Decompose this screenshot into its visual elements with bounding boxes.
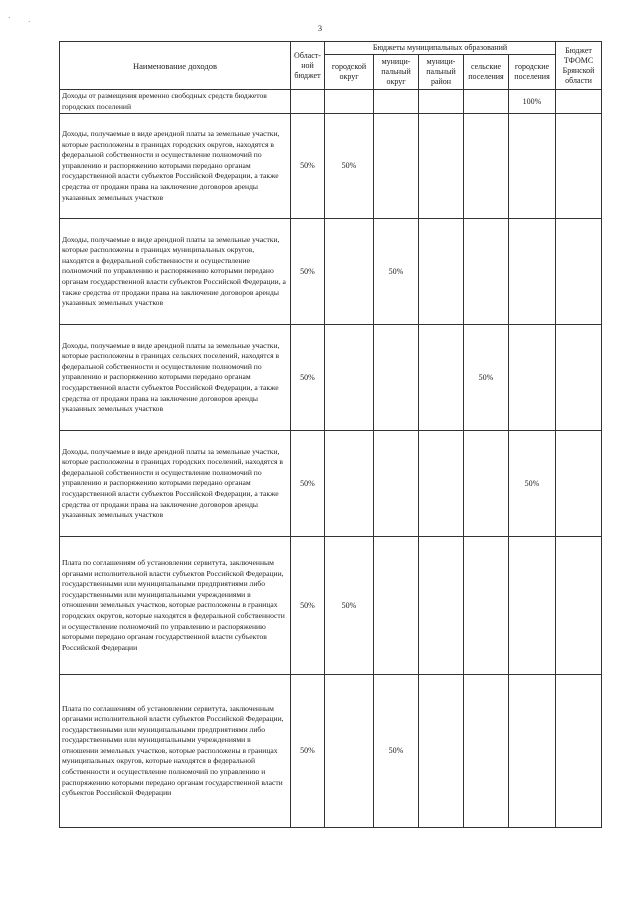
value-cell bbox=[556, 431, 602, 537]
value-cell: 50% bbox=[325, 114, 374, 219]
value-cell bbox=[509, 114, 556, 219]
income-name-cell: Плата по соглашениям об установлении сервитута, заключенным органами исполнительной власти субъектов Российской Федерации, государственными или муниципальными предприятиями либо государственными или муниципальными учреждениями в отношении земельных участков, которые расположены в границах муниципальных округов, которые находятся в федеральной собственности и осуществление полномочий по управлению и распоряжению которыми передано органам государственной власти субъектов Российской Федерации bbox=[60, 675, 291, 828]
table-row bbox=[60, 219, 602, 325]
value-cell: 50% bbox=[374, 219, 419, 325]
value-cell bbox=[464, 114, 509, 219]
value-cell bbox=[509, 219, 556, 325]
value-cell: 50% bbox=[291, 431, 325, 537]
table-row bbox=[60, 90, 602, 114]
value-cell bbox=[325, 219, 374, 325]
value-cell bbox=[419, 114, 464, 219]
value-cell bbox=[556, 219, 602, 325]
table-row bbox=[60, 431, 602, 537]
value-cell bbox=[509, 537, 556, 675]
value-cell bbox=[374, 431, 419, 537]
value-cell: 50% bbox=[464, 325, 509, 431]
income-distribution-table bbox=[59, 41, 602, 828]
value-cell bbox=[419, 90, 464, 114]
value-cell bbox=[374, 325, 419, 431]
table-row bbox=[60, 325, 602, 431]
value-cell: 50% bbox=[509, 431, 556, 537]
value-cell bbox=[325, 431, 374, 537]
income-name-cell: Доходы от размещения временно свободных средств бюджетов городских поселений bbox=[60, 90, 291, 114]
value-cell bbox=[464, 90, 509, 114]
value-cell bbox=[419, 675, 464, 828]
value-cell: 50% bbox=[374, 675, 419, 828]
header-municipal-area: муници- пальный район bbox=[419, 55, 464, 90]
value-cell: 50% bbox=[291, 325, 325, 431]
table-row bbox=[60, 537, 602, 675]
income-name-cell: Плата по соглашениям об установлении сервитута, заключенным органами исполнительной власти субъектов Российской Федерации, государственными или муниципальными предприятиями либо государственными или муниципальными учреждениями в отношении земельных участков, которые расположены в границах городских округов, которые находятся в федеральной собственности и осуществление полномочий по управлению и распоряжению которыми передано органам государственной власти субъектов Российской Федерации bbox=[60, 537, 291, 675]
value-cell bbox=[464, 219, 509, 325]
value-cell bbox=[556, 675, 602, 828]
value-cell: 100% bbox=[509, 90, 556, 114]
value-cell bbox=[556, 325, 602, 431]
value-cell bbox=[325, 325, 374, 431]
value-cell bbox=[419, 431, 464, 537]
header-regional-budget: Област- ной бюджет bbox=[291, 42, 325, 90]
value-cell bbox=[325, 90, 374, 114]
value-cell bbox=[556, 537, 602, 675]
value-cell bbox=[464, 675, 509, 828]
scan-artifact-mark: · bbox=[28, 18, 31, 26]
header-income-name: Наименование доходов bbox=[60, 42, 291, 90]
header-rural-settlements: сельские поселения bbox=[464, 55, 509, 90]
value-cell bbox=[464, 537, 509, 675]
value-cell bbox=[374, 537, 419, 675]
value-cell: 50% bbox=[291, 675, 325, 828]
income-name-cell: Доходы, получаемые в виде арендной платы за земельные участки, которые расположены в границах городских округов, находятся в федеральной собственности и осуществление полномочий по управлению и распоряжению которыми передано органам государственной власти субъектов Российской Федерации, а также средства от продажи права на заключение договоров аренды указанных земельных участков bbox=[60, 114, 291, 219]
value-cell bbox=[374, 90, 419, 114]
value-cell bbox=[291, 90, 325, 114]
page-number: 3 bbox=[318, 24, 322, 33]
value-cell: 50% bbox=[291, 219, 325, 325]
value-cell bbox=[325, 675, 374, 828]
header-municipal-district: муници- пальный округ bbox=[374, 55, 419, 90]
header-municipal-budgets: Бюджеты муниципальных образований bbox=[325, 42, 556, 55]
table-row bbox=[60, 114, 602, 219]
value-cell bbox=[556, 114, 602, 219]
value-cell bbox=[556, 90, 602, 114]
table-row bbox=[60, 675, 602, 828]
income-name-cell: Доходы, получаемые в виде арендной платы за земельные участки, которые расположены в границах муниципальных округов, находятся в федеральной собственности и осуществление полномочий по управлению и распоряжению которыми передано органам государственной власти субъектов Российской Федерации, а также средства от продажи права на заключение договоров аренды указанных земельных участков bbox=[60, 219, 291, 325]
value-cell: 50% bbox=[325, 537, 374, 675]
header-city-district: городской округ bbox=[325, 55, 374, 90]
value-cell bbox=[509, 325, 556, 431]
value-cell: 50% bbox=[291, 114, 325, 219]
scan-artifact-mark: · bbox=[8, 14, 11, 22]
value-cell bbox=[374, 114, 419, 219]
header-tfoms-budget: Бюджет ТФОМС Брянской области bbox=[556, 42, 602, 90]
income-name-cell: Доходы, получаемые в виде арендной платы за земельные участки, которые расположены в границах сельских поселений, находятся в федеральной собственности и осуществление полномочий по управлению и распоряжению которыми передано органам государственной власти субъектов Российской Федерации, а также средства от продажи права на заключение договоров аренды указанных земельных участков bbox=[60, 325, 291, 431]
income-name-cell: Доходы, получаемые в виде арендной платы за земельные участки, которые расположены в границах городских поселений, находятся в федеральной собственности и осуществление полномочий по управлению и распоряжению которыми передано органам государственной власти субъектов Российской Федерации, а также средства от продажи права на заключение договоров аренды указанных земельных участков bbox=[60, 431, 291, 537]
value-cell bbox=[419, 219, 464, 325]
value-cell bbox=[464, 431, 509, 537]
header-urban-settlements: городские поселения bbox=[509, 55, 556, 90]
value-cell: 50% bbox=[291, 537, 325, 675]
value-cell bbox=[419, 325, 464, 431]
value-cell bbox=[419, 537, 464, 675]
value-cell bbox=[509, 675, 556, 828]
